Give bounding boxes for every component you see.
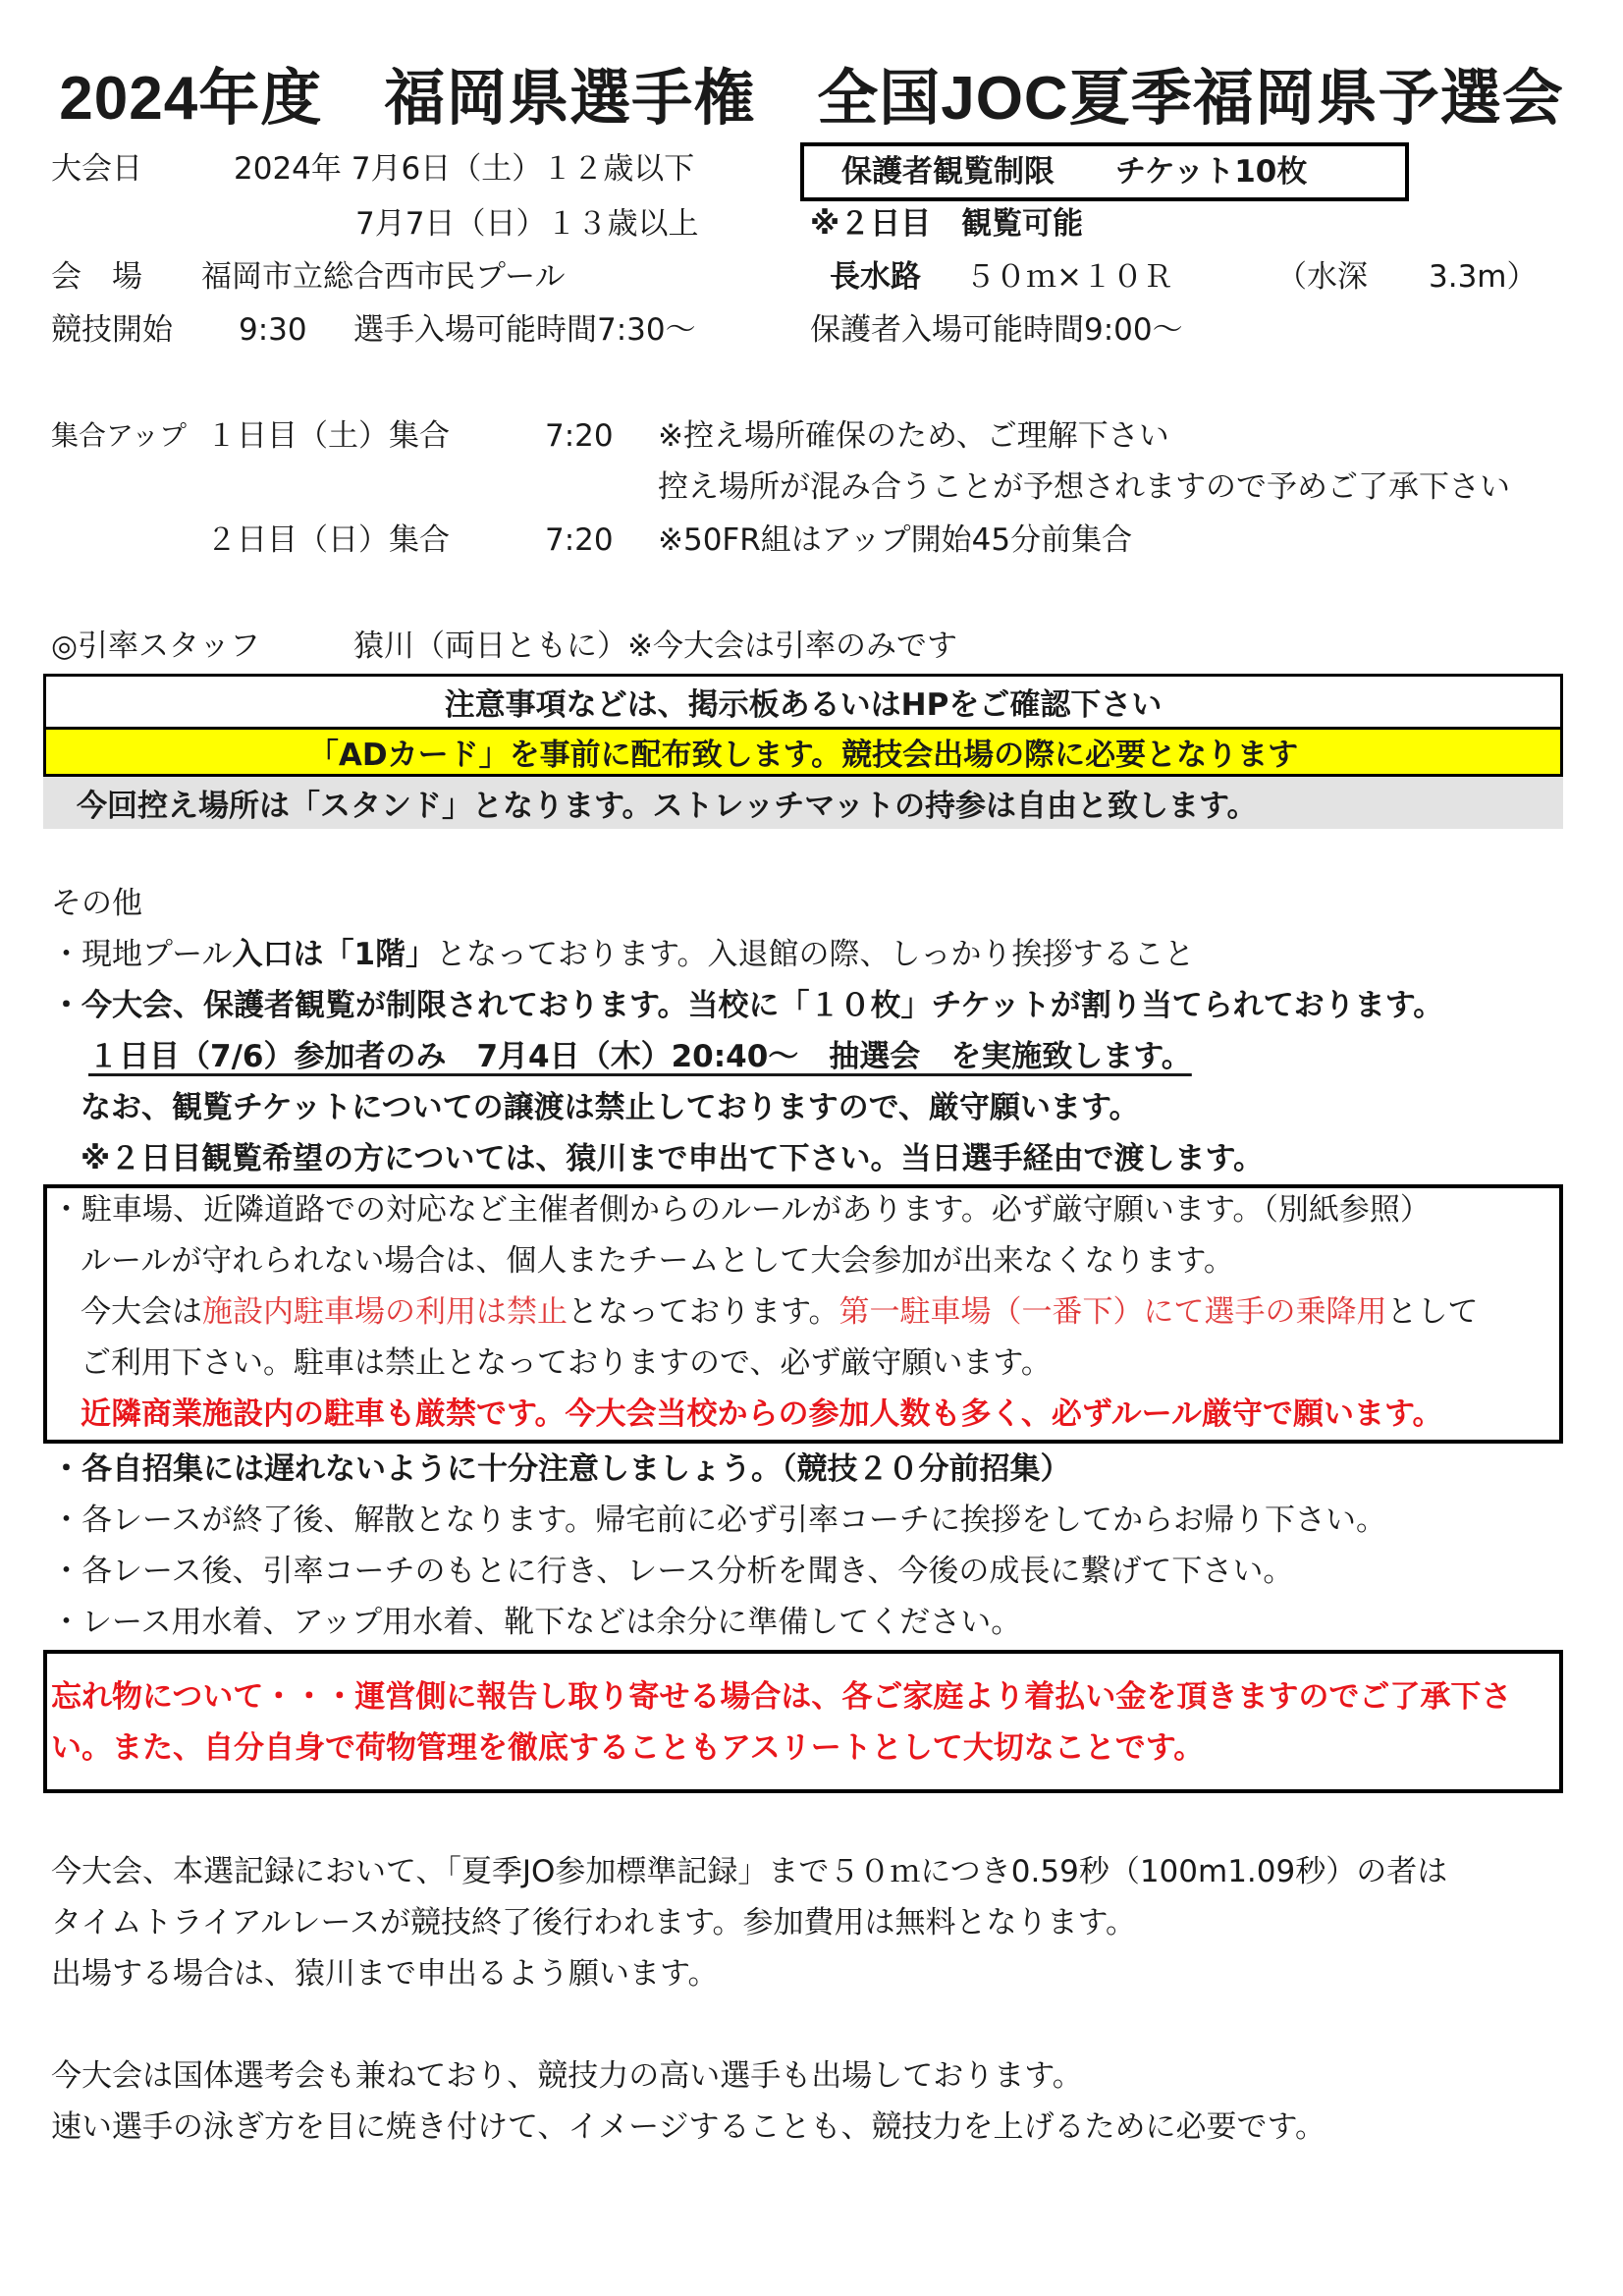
bullet-analysis: ・各レース後、引率コーチのもとに行き、レース分析を聞き、今後の成長に繋げて下さい。 [51,1554,1294,1589]
start-label: 競技開始 [51,312,173,348]
start-time: 9:30 [239,312,307,348]
lost-items-line-1: 忘れ物について・・・運営側に報告し取り寄せる場合は、各ご家庭より着払い金を頂きますのでご了承下さ [51,1679,1512,1715]
assembly-day2-note: ※50FR組はアップ開始45分前集合 [658,522,1133,558]
hp-notice-bar [43,674,1563,727]
ticket-line-1: ・今大会、保護者観覧が制限されております。当校に「１０枚」チケットが割り当てられております。 [51,988,1444,1023]
ad-card-text: 「ADカード」を事前に配布致します。競技会出場の際に必要となります [307,738,1299,773]
lost-items-line-2: い。また、自分自身で荷物管理を徹底することもアスリートとして大切なことです。 [51,1730,1205,1766]
staff-label: ◎引率スタッフ [51,629,261,664]
assembly-day1-note: ※控え場所確保のため、ご理解下さい [658,418,1169,454]
parking-line-5: 近隣商業施設内の駐車も厳禁です。今大会当校からの参加人数も多く、必ずルール厳守で願います。 [81,1396,1443,1432]
parking-line-3e: として [1386,1294,1479,1330]
ad-card-bar [43,727,1563,777]
ticket-lottery-line: １日目（7/6）参加者のみ 7月4日（木）20:40〜 抽選会 を実施致します。 [88,1039,1192,1074]
parking-line-1: ・駐車場、近隣道路での対応など主催者側からのルールがあります。必ず厳守願います。（別紙参照） [51,1192,1431,1228]
stand-notice-text: 今回控え場所は「スタンド」となります。ストレッチマットの持参は自由と致します。 [77,789,1258,824]
date-day2: 7月7日（日）１３歳以上 [355,206,699,242]
ticket-line-4: ※２日目観覧希望の方については、猿川まで申出て下さい。当日選手経由で渡します。 [81,1141,1265,1176]
parent-entry-time: 保護者入場可能時間9:00〜 [810,312,1183,348]
pool-spec: ５０ｍ×１０Ｒ [965,259,1173,295]
closing-line-2: 速い選手の泳ぎ方を目に焼き付けて、イメージすることも、競技力を上げるために必要です。 [51,2109,1325,2145]
entrance-text-a: ・現地プール [51,937,233,972]
closing-line-1: 今大会は国体選考会も兼ねており、競技力の高い選手も出場しております。 [51,2058,1083,2094]
other-heading: その他 [51,886,142,921]
athlete-entry-time: 選手入場可能時間7:30〜 [353,312,696,348]
page-title: 2024年度 福岡県選手権 全国JOC夏季福岡県予選会 [59,65,1564,133]
staff-text: 猿川（両日ともに）※今大会は引率のみです [353,629,957,664]
assembly-day2: ２日目（日）集合 [206,522,450,558]
parking-line-3a: 今大会は [81,1294,202,1330]
date-label: 大会日 [51,151,142,187]
restriction-text: 保護者観覧制限 チケット10枚 [841,154,1308,190]
parking-line-3c: となっております。 [568,1294,839,1330]
hp-notice-text: 注意事項などは、掲示板あるいはHPをご確認下さい [444,687,1163,723]
stand-notice-bar [43,777,1563,829]
venue-label: 会 場 [51,259,142,295]
entrance-text-c: となっております。入退館の際、しっかり挨拶すること [436,937,1195,972]
assembly-day2-time: 7:20 [545,522,614,558]
assembly-day1-time: 7:20 [545,418,614,454]
time-trial-line-1: 今大会、本選記録において、「夏季JO参加標準記録」まで５０ｍにつき0.59秒（100m1.09秒）の者は [51,1854,1448,1889]
restriction-box [800,142,1409,201]
entrance-floor: 入口は「1階」 [232,937,437,972]
date-day1: 2024年 7月6日（土）１２歳以下 [234,151,695,187]
assembly-day1-note2: 控え場所が混み合うことが予想されますので予めご了承下さい [658,469,1510,505]
bullet-dismiss: ・各レースが終了後、解散となります。帰宅前に必ず引率コーチに挨拶をしてからお帰り下さい。 [51,1503,1386,1538]
parking-line-2: ルールが守れられない場合は、個人またチームとして大会参加が出来なくなります。 [81,1243,1234,1279]
bullet-swimwear: ・レース用水着、アップ用水着、靴下などは余分に準備してください。 [51,1605,1022,1640]
day2-viewing-note: ※２日目 観覧可能 [810,206,1084,242]
time-trial-line-2: タイムトライアルレースが競技終了後行われます。参加費用は無料となります。 [51,1905,1136,1941]
parking-prohibited: 施設内駐車場の利用は禁止 [202,1294,568,1330]
bullet-call: ・各自招集には遅れないように十分注意しましょう。（競技２０分前招集） [51,1451,1071,1487]
entrance-line [51,935,1195,974]
pool-depth: （水深 3.3m） [1276,259,1538,295]
pool-label: 長水路 [830,259,921,295]
parking-first-lot: 第一駐車場（一番下）にて選手の乗降用 [839,1294,1387,1330]
parking-line-4: ご利用下さい。駐車は禁止となっておりますので、必ず厳守願います。 [81,1345,1052,1381]
venue-name: 福岡市立総合西市民プール [201,259,566,295]
assembly-label: 集合アップ [51,419,188,452]
time-trial-line-3: 出場する場合は、猿川まで申出るよう願います。 [51,1956,719,1992]
lost-items-box [43,1650,1563,1793]
ticket-line-3: なお、観覧チケットについての譲渡は禁止しておりますので、厳守願います。 [81,1090,1140,1125]
assembly-day1: １日目（土）集合 [206,418,450,454]
parking-line-3 [81,1292,1479,1332]
